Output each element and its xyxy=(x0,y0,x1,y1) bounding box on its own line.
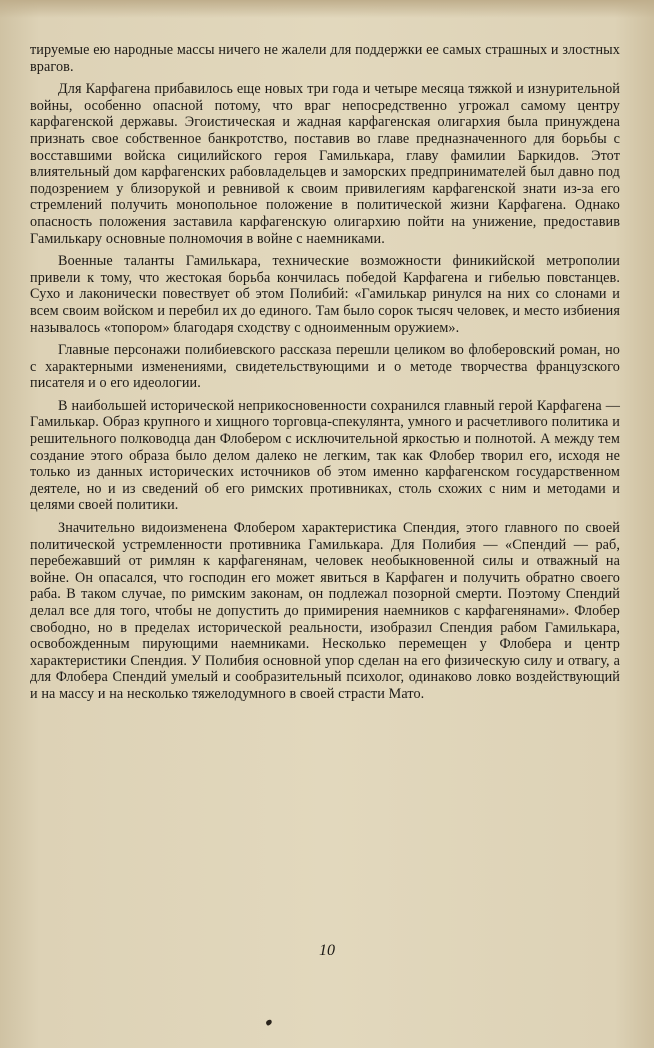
paragraph-carthage-war: Для Карфагена прибавилось еще новых три года и четыре месяца тяжкой и изнурительной войны, особенно опасной потому, что враг непосредственно угрожал самому центру карфагенской державы. Эгоистическая и жадная карфагенская олигархия была принуждена признать свое собственное банкротство, поставив во главе предназначенного для борьбы с восставшими войска сицилийского героя Гамилькара, главу фамилии Баркидов. Этот влиятельный дом карфагенских рабовладельцев и заморских предпринимателей был давно под подозрением у близорукой и ревнивой к своим привилегиям карфагенской знати из-за его стремлений получить монопольное положение в политической жизни Карфагена. Однако опасность положения заставила карфагенскую олигархию пойти на унижение, предоставив Гамилькару основные полномочия в войне с наемниками. xyxy=(30,81,620,247)
paragraph-hamilcar-portrait: В наибольшей исторической неприкосновенности сохранился главный герой Карфагена — Гамилькар. Образ крупного и хищного торговца-спекулянта, умного и расчетливого политика и решительного полководца дан Флобером с исключительной яркостью и полнотой. А между тем создание этого образа было делом далеко не легким, так как Флобер творил его, исходя не только из данных исторических источников об этом именно карфагенском государственном деятеле, но и из сведений об его римских противниках, столь схожих с ним и методами и целями своей политики. xyxy=(30,397,620,514)
paragraph-continuation: тируемые ею народные массы ничего не жалели для поддержки ее самых страшных и злостных врагов. xyxy=(30,42,620,75)
page-body-text xyxy=(30,42,620,709)
paragraph-polybius-characters: Главные персонажи полибиевского рассказа перешли целиком во флоберовский роман, но с характерными изменениями, свидетельствующими и о методе творчества французского писателя и о его идеологии. xyxy=(30,342,620,392)
ink-speck-mark xyxy=(265,1019,273,1026)
paragraph-spendius: Значительно видоизменена Флобером характеристика Спендия, этого главного по своей политической устремленности противника Гамилькара. Для Полибия — «Спендий — раб, перебежавший от римлян к карфагенянам, человек необыкновенной силы и отважный на войне. Он опасался, что господин его может явиться в Карфаген и получить обратно своего раба. В таком случае, по римским законам, он подлежал позорной смерти. Поэтому Спендий делал все для того, чтобы не допустить до примирения наемников с карфагенянами». Флобер свободно, но в пределах исторической реальности, изобразил Спендия рабом Гамилькара, освобожденным пирующими наемниками. Несколько перемещен у Флобера и центр характеристики Спендия. У Полибия основной упор сделан на его физическую силу и отвагу, а для Флобера Спендий умелый и сообразительный психолог, одинаково ловко воздействующий и на массу и на несколько тяжелодумного в своей страсти Мато. xyxy=(30,520,620,702)
paragraph-hamilcar-victory: Военные таланты Гамилькара, технические возможности финикийской метрополии привели к тому, что жестокая борьба кончилась победой Карфагена и гибелью повстанцев. Сухо и лаконически повествует об этом Полибий: «Гамилькар ринулся на них со слонами и всем своим войском и перебил их до единого. Там было сорок тысяч человек, и место избиения называлось «топором» благодаря сходству с одноименным оружием». xyxy=(30,253,620,336)
page-edge-shadow xyxy=(0,0,654,18)
page-number: 10 xyxy=(319,942,335,959)
